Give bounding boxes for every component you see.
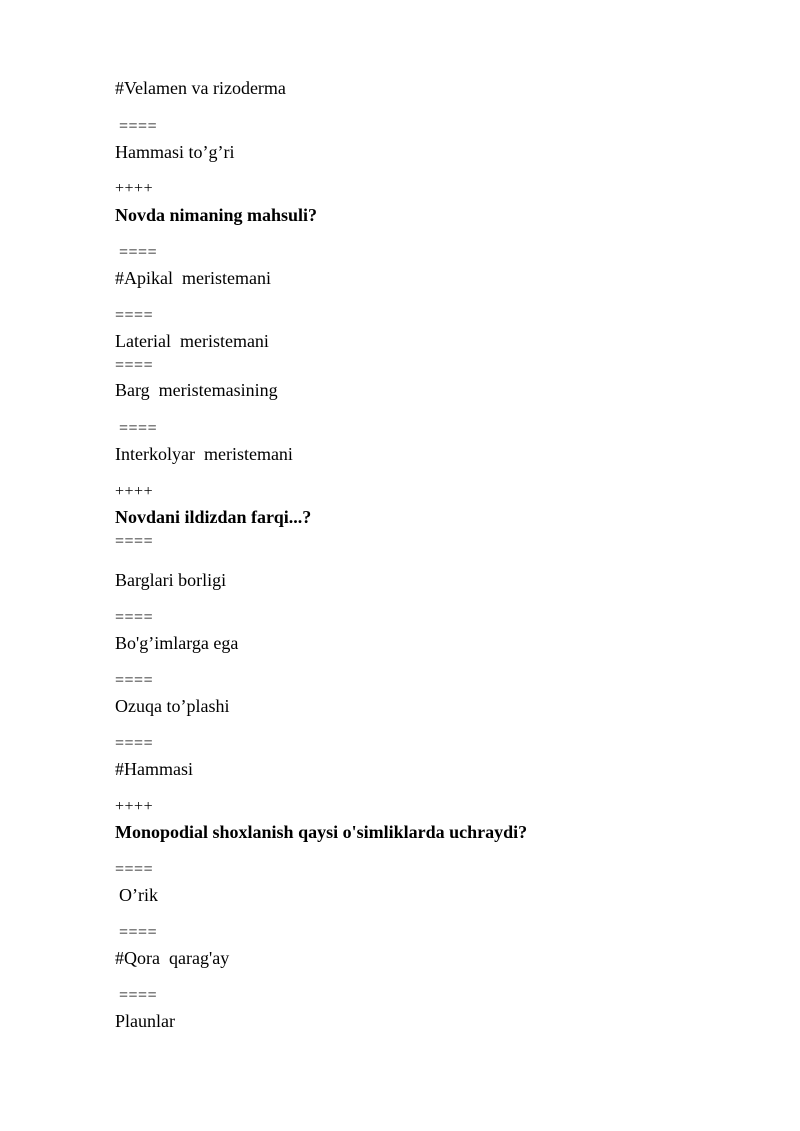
- question-separator: ++++: [115, 483, 154, 500]
- option-separator: ====: [119, 118, 158, 135]
- option-separator: ====: [115, 861, 154, 878]
- answer-option: Bo'g’imlarga ega: [115, 633, 239, 653]
- option-separator: ====: [115, 307, 154, 324]
- answer-option: #Qora qarag'ay: [115, 948, 230, 968]
- option-separator: ====: [115, 533, 154, 550]
- answer-option: #Hammasi: [115, 759, 193, 779]
- answer-option: #Velamen va rizoderma: [115, 78, 286, 98]
- answer-option: #Apikal meristemani: [115, 268, 271, 288]
- answer-option: O’rik: [119, 885, 158, 905]
- option-separator: ====: [115, 735, 154, 752]
- answer-option: Ozuqa to’plashi: [115, 696, 230, 716]
- question-text: Monopodial shoxlanish qaysi o'simliklarda uchraydi?: [115, 822, 528, 842]
- option-separator: ====: [115, 672, 154, 689]
- option-separator: ====: [119, 244, 158, 261]
- option-separator: ====: [119, 987, 158, 1004]
- answer-option: Interkolyar meristemani: [115, 444, 293, 464]
- question-separator: ++++: [115, 180, 154, 197]
- answer-option: Plaunlar: [115, 1011, 175, 1031]
- question-text: Novda nimaning mahsuli?: [115, 205, 318, 225]
- question-text: Novdani ildizdan farqi...?: [115, 507, 312, 527]
- option-separator: ====: [115, 609, 154, 626]
- answer-option: Barglari borligi: [115, 570, 227, 590]
- question-separator: ++++: [115, 798, 154, 815]
- option-separator: ====: [119, 420, 158, 437]
- answer-option: Barg meristemasining: [115, 380, 278, 400]
- answer-option: Laterial meristemani: [115, 331, 269, 351]
- answer-option: Hammasi to’g’ri: [115, 142, 235, 162]
- option-separator: ====: [115, 357, 154, 374]
- option-separator: ====: [119, 924, 158, 941]
